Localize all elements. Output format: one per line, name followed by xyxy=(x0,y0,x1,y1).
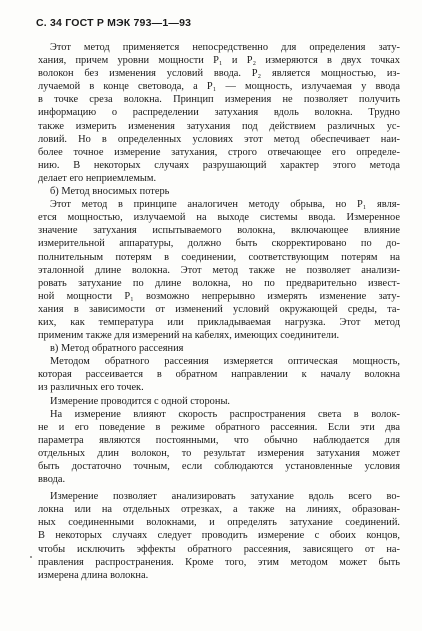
text-line: эталонной длине волокна. Этот метод также не позволяет анализи- xyxy=(38,264,400,276)
text-line: информацию о распределении затухания вдоль волокна. Трудно xyxy=(38,107,400,119)
text-line: отдельных длин волокон, то результат измерения затухания может xyxy=(38,447,400,459)
text-line: Этот метод применяется непосредственно для определения зату- xyxy=(50,42,400,53)
text-line: Этот метод в принципе аналогичен методу обрыва, но P₁ явля- xyxy=(50,199,400,211)
text-line: ной мощности P₁ возможно непрерывно измерять изменение зату- xyxy=(38,290,400,302)
text-line: волокон без изменения условий ввода. P₂ является мощностью, из- xyxy=(38,68,400,80)
paragraph-one-side xyxy=(38,395,400,408)
text-line: параметра являются постоянными, что обычно наблюдается для xyxy=(38,434,400,446)
text-line: ловий. Но в определенных условиях этот метод обеспечивает наи- xyxy=(38,133,400,145)
text-line: ровать затухание по длине волокна, но по предварительно извест- xyxy=(38,277,400,289)
text-line: чтобы исключить эффекты обратного рассеяния, зависящего от на- xyxy=(38,543,400,555)
text-line: более точное измерение затухания, строго отвечающее его определе- xyxy=(38,146,400,158)
section-heading-insertion-loss xyxy=(38,185,400,198)
text-line: в) Метод обратного рассеяния xyxy=(50,343,184,355)
text-line: которая рассеивается в обратном направлении к началу волокна xyxy=(38,369,400,381)
text-line: Измерение проводится с одной стороны. xyxy=(50,395,231,407)
text-line: В некоторых случаях следует проводить измерение с обоих концов, xyxy=(38,530,400,542)
section-heading-backscatter xyxy=(38,342,400,355)
paragraph-cutback-method xyxy=(38,41,400,185)
page-header: С. 34 ГОСТ Р МЭК 793—1—93 xyxy=(36,17,192,29)
text-line: ких, как температура или прикладываемая нагрузка. Этот метод xyxy=(38,316,400,328)
text-line: применим также для измерений на кабелях, имеющих соединители. xyxy=(38,330,340,342)
text-line: быть достаточно точным, если соблюдаются установленные условия xyxy=(38,461,400,472)
paragraph-analysis xyxy=(38,490,400,582)
text-line: также измерить изменения затухания под действием различных ус- xyxy=(38,120,400,132)
text-line: ввода. xyxy=(38,474,66,486)
text-line: значение затухания испытываемого волокна, включающее влияние xyxy=(38,225,400,237)
text-line: лучаемой в конце световода, а P₁ — мощность, излучаемая у ввода xyxy=(38,81,400,93)
text-line: нию. В некоторых случаях разрушающий характер этого метода xyxy=(38,159,400,171)
text-line: делает его неприемлемым. xyxy=(38,172,157,184)
text-line: б) Метод вносимых потерь xyxy=(50,186,170,198)
text-line: хания, причем уровни мощности P₁ и P₂ измеряются в двух точках xyxy=(38,55,400,67)
text-line: полнительным потерям в соединении, соответствующим потерям на xyxy=(38,251,400,263)
text-line: не и его поведение в режиме обратного рассеяния. Если эти два xyxy=(38,421,400,433)
text-line: ется мощностью, излучаемой на выходе системы ввода. Измеренное xyxy=(38,212,400,224)
text-line: хания в зависимости от изменений условий окружающей среды, та- xyxy=(38,303,400,315)
text-line: измерена длина волокна. xyxy=(38,569,149,581)
paragraph-backscatter-definition xyxy=(38,355,400,394)
text-line: На измерение влияют скорость распространения света в волок- xyxy=(50,408,400,420)
text-line: правления распространения. Кроме того, этим методом может быть xyxy=(38,556,400,568)
text-line: из различных его точек. xyxy=(38,382,144,394)
text-line: измерительной аппаратуры, должно быть скорректировано по до- xyxy=(38,238,400,250)
text-line: Методом обратного рассеяния измеряется оптическая мощность, xyxy=(50,356,400,368)
paragraph-influences xyxy=(38,408,400,487)
text-line: Измерение позволяет анализировать затухание вдоль всего во- xyxy=(50,491,400,503)
text-line: в точке среза волокна. Принцип измерения не позволяет получить xyxy=(38,94,400,106)
paragraph-insertion-loss xyxy=(38,198,400,342)
document-body xyxy=(38,41,400,582)
text-line: локна или на отдельных отрезках, а также на линиях, образован- xyxy=(38,504,400,516)
scan-speck xyxy=(30,556,32,558)
text-line: ных соединенными волокнами, и определять затухание соединений. xyxy=(38,517,400,529)
